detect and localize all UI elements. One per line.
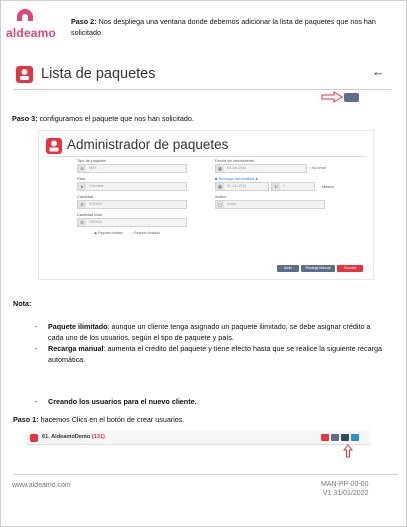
- package-list-icon: [16, 66, 33, 83]
- fecha-label: Fecha de vencimiento: [215, 158, 255, 163]
- refresh-icon: ↻: [272, 183, 280, 190]
- stack-icon: ☰: [78, 219, 86, 226]
- pais-value: Colombia: [89, 184, 104, 188]
- arrow-left-icon[interactable]: ←: [372, 64, 385, 79]
- atras-button[interactable]: Atrás: [277, 265, 299, 272]
- paso3-label: Paso 3:: [12, 114, 38, 123]
- recarga-unit: Meses: [322, 184, 334, 189]
- activo-label: Activo: [215, 194, 226, 199]
- recarga-checkbox[interactable]: ■ Recarga automática ●: [215, 176, 258, 181]
- tipo-label: Tipo de paquete: [77, 158, 106, 163]
- guardar-button[interactable]: Guardar: [337, 265, 363, 272]
- cards-button[interactable]: [341, 434, 349, 441]
- footer-divider: [13, 474, 398, 475]
- activo-select[interactable]: [215, 200, 325, 209]
- client-name: [42, 434, 105, 440]
- no-vence-checkbox[interactable]: □ No vence: [309, 166, 327, 170]
- paso3-text: configuramos el paquete que nos han solicitado.: [37, 114, 194, 123]
- tipo-value: SMS: [89, 166, 97, 170]
- client-name-text: 61. AldeamoDemo: [42, 434, 91, 440]
- nota-item-label: Recarga manual: [48, 344, 104, 353]
- recarga-date-input[interactable]: [215, 182, 269, 191]
- tipo-input[interactable]: [77, 164, 187, 173]
- radio-ilimitado[interactable]: ○ Paquete ilimitado: [131, 231, 161, 235]
- logo-text: aldeamo: [6, 26, 57, 40]
- pais-label: País: [77, 176, 86, 181]
- list-button[interactable]: [331, 434, 339, 441]
- package-list-title: Lista de paquetes: [41, 66, 156, 82]
- recarga-label: Recarga automática: [218, 176, 255, 181]
- paso2-paragraph: [71, 16, 381, 38]
- fecha-value: 03-Jun-2016: [227, 166, 247, 170]
- recarga-number-input[interactable]: [271, 182, 315, 191]
- footer-code: MAN-PP-00-00: [321, 481, 369, 488]
- package-admin-panel: [39, 131, 373, 279]
- paso1-paragraph: [13, 415, 184, 424]
- nota-heading: Nota:: [13, 299, 32, 308]
- paso1-text: hacemos Clics en el botón de crear usuarios.: [38, 415, 185, 424]
- cantidad-label: Cantidad: [77, 194, 94, 199]
- radio-limitado-label: Paquete limitado: [97, 231, 124, 235]
- fecha-input[interactable]: [215, 164, 307, 173]
- envelope-icon: ✉: [78, 165, 86, 172]
- total-value: 2000000: [89, 220, 103, 224]
- paso1-label: Paso 1:: [13, 415, 39, 424]
- recarga-manual-button[interactable]: Recarga Manual: [301, 265, 335, 272]
- stack-icon: ☰: [78, 201, 86, 208]
- radio-limitado[interactable]: ◉ Paquete limitado: [94, 231, 124, 235]
- create-user-button[interactable]: [351, 434, 359, 441]
- footer-url: www.aldeamo.com: [12, 482, 71, 489]
- list-item: - Recarga manual: aumenta el crédito del paquete y tiene efecto hasta que se realice la siguiente recarga automática.: [35, 344, 383, 364]
- paso2-label: Paso 2:: [71, 17, 97, 26]
- no-vence-label: No vence: [312, 166, 327, 170]
- recarga-num-value: 1: [283, 184, 285, 188]
- toggle-icon: ◯: [217, 202, 223, 207]
- admin-icon: [46, 138, 62, 154]
- radio-ilimitado-label: Paquete ilimitado: [134, 231, 161, 235]
- aldeamo-logo-icon: [13, 7, 43, 23]
- footer-meta: [321, 480, 368, 498]
- calendar-icon: ▦: [216, 165, 224, 172]
- nota-list: [35, 321, 385, 365]
- help-icon: ●: [255, 176, 258, 181]
- add-package-button[interactable]: [344, 93, 359, 102]
- total-label: Cantidad total: [77, 212, 102, 217]
- nota-item-text: : aumenta el crédito del paquete y tiene efecto hasta que se realice la siguiente recarga automática.: [48, 344, 383, 364]
- admin-title: Administrador de paquetes: [67, 137, 229, 152]
- crear-usuarios-text: Creando los usuarios para el nuevo cliente.: [48, 397, 197, 406]
- admin-divider: [47, 156, 365, 157]
- list-item: - Paquete ilimitado: aunque un cliente tenga asignado un paquete ilimitado, se debe asignar crédito a cada uno de los usuarios, según el tipo de paquete y país.: [35, 322, 371, 342]
- client-header-bar: [27, 431, 370, 445]
- divider: [13, 89, 391, 90]
- mail-button[interactable]: [321, 434, 329, 441]
- cantidad-input[interactable]: [77, 200, 187, 209]
- client-count: (131): [91, 434, 105, 440]
- nota-item-text: : aunque un cliente tenga asignado un paquete ilimitado, se debe asignar crédito a cada uno de los usuarios, según el tipo de paquete y país.: [48, 322, 371, 342]
- red-arrow-up-icon: [343, 444, 353, 458]
- total-input: [77, 218, 187, 227]
- recarga-fecha-value: 01-Jun-2016: [227, 184, 247, 188]
- calendar-icon: ▦: [216, 183, 224, 190]
- globe-icon: ●: [78, 183, 86, 190]
- red-arrow-right-icon: [321, 91, 343, 103]
- client-icon: [30, 434, 38, 442]
- activo-value: Activo: [227, 202, 237, 206]
- crear-usuarios-item: - Creando los usuarios para el nuevo cliente.: [35, 397, 197, 406]
- footer-version: V1 31/01/2022: [322, 490, 369, 497]
- nota-item-label: Paquete ilimitado: [48, 322, 108, 331]
- paso3-paragraph: [12, 114, 194, 123]
- cantidad-value: 2000000: [89, 202, 103, 206]
- pais-input[interactable]: [77, 182, 187, 191]
- paso2-text: Nos despliega una ventana donde debemos adicionar la lista de paquetes que nos han solicitado: [71, 17, 376, 37]
